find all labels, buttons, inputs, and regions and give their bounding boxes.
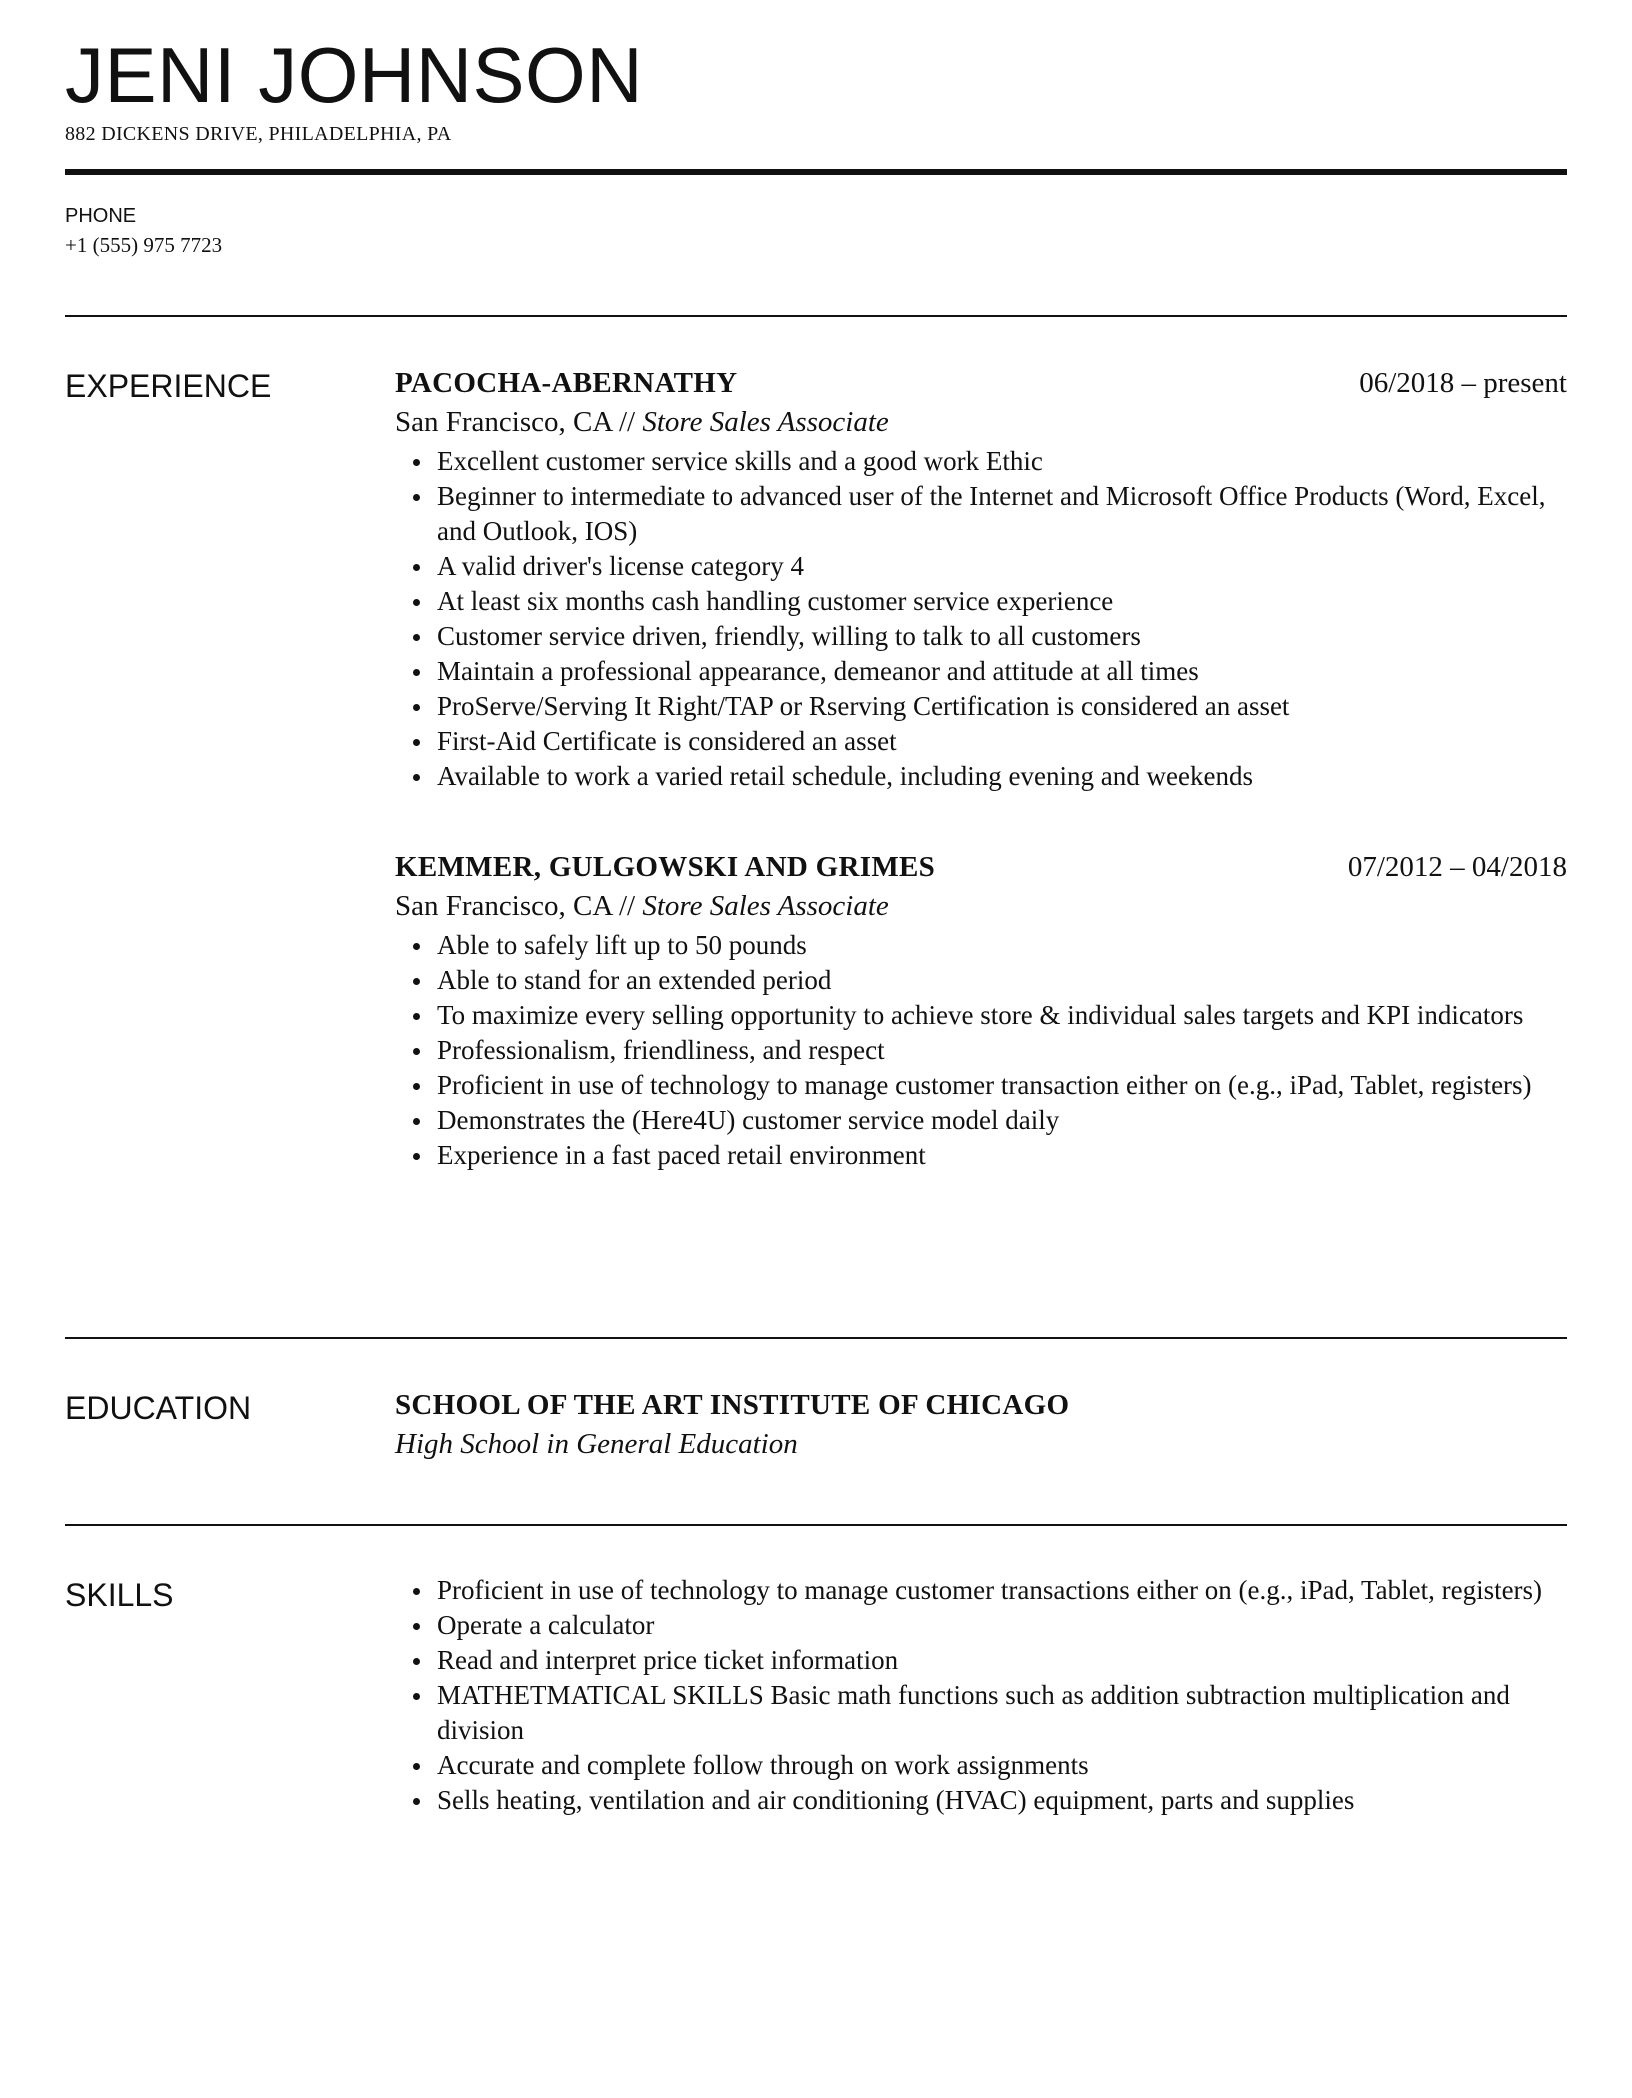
candidate-name: JENI JOHNSON <box>65 31 644 119</box>
skill-text: Proficient in use of technology to manage customer transactions either on (e.g., iPad, Tablet, registers) <box>437 1575 1543 1605</box>
skill-text: Accurate and complete follow through on work assignments <box>437 1750 1089 1780</box>
school-name: SCHOOL OF THE ART INSTITUTE OF CHICAGO <box>395 1389 1070 1421</box>
education-column <box>395 1386 1567 1464</box>
duty-text: To maximize every selling opportunity to achieve store & individual sales targets and KPI indicators <box>437 1000 1524 1030</box>
list-item <box>395 1783 1567 1818</box>
list-item <box>395 479 1567 549</box>
job-header <box>395 364 1567 402</box>
job-company: PACOCHA-ABERNATHY <box>395 367 738 399</box>
bullet-icon <box>413 669 420 676</box>
job-subtitle <box>395 886 1567 926</box>
job-subtitle <box>395 402 1567 442</box>
section-divider <box>65 1337 1567 1339</box>
bullet-icon <box>413 978 420 985</box>
bullet-icon <box>413 599 420 606</box>
duty-text: Able to safely lift up to 50 pounds <box>437 930 807 960</box>
phone-label: PHONE <box>65 205 137 227</box>
job-role: Store Sales Associate <box>642 406 889 438</box>
job-separator: // <box>611 890 643 922</box>
duty-text: Available to work a varied retail schedule, including evening and weekends <box>437 761 1253 791</box>
duty-text: Proficient in use of technology to manage customer transaction either on (e.g., iPad, Tablet, registers) <box>437 1070 1532 1100</box>
list-item <box>395 1068 1567 1103</box>
experience-heading: EXPERIENCE <box>65 368 272 404</box>
duty-text: Maintain a professional appearance, demeanor and attitude at all times <box>437 656 1199 686</box>
job-location: San Francisco, CA <box>395 890 612 922</box>
bullet-icon <box>413 1083 420 1090</box>
list-item <box>395 619 1567 654</box>
duty-text: At least six months cash handling customer service experience <box>437 586 1114 616</box>
bullet-icon <box>413 459 420 466</box>
list-item <box>395 1678 1567 1748</box>
duty-text: Demonstrates the (Here4U) customer service model daily <box>437 1105 1060 1135</box>
skill-text: Sells heating, ventilation and air conditioning (HVAC) equipment, parts and supplies <box>437 1785 1355 1815</box>
bullet-icon <box>413 634 420 641</box>
job-dates: 07/2012 – 04/2018 <box>1347 851 1567 883</box>
duty-text: ProServe/Serving It Right/TAP or Rserving Certification is considered an asset <box>437 691 1290 721</box>
experience-column <box>395 364 1567 1173</box>
duty-text: Professionalism, friendliness, and respect <box>437 1035 885 1065</box>
duty-text: Able to stand for an extended period <box>437 965 832 995</box>
duty-text: A valid driver's license category 4 <box>437 551 804 581</box>
bullet-icon <box>413 1763 420 1770</box>
list-item <box>395 584 1567 619</box>
bullet-icon <box>413 1118 420 1125</box>
bullet-icon <box>413 1623 420 1630</box>
section-divider <box>65 1524 1567 1526</box>
list-item <box>395 689 1567 724</box>
list-item <box>395 928 1567 963</box>
job-duties <box>395 444 1567 794</box>
duty-text: First-Aid Certificate is considered an asset <box>437 726 897 756</box>
list-item <box>395 759 1567 794</box>
header-divider <box>65 169 1567 175</box>
list-item <box>395 1573 1567 1608</box>
skill-text: Operate a calculator <box>437 1610 655 1640</box>
list-item <box>395 724 1567 759</box>
job-duties <box>395 928 1567 1173</box>
skills-list <box>395 1573 1567 1818</box>
phone-value: +1 (555) 975 7723 <box>65 233 223 257</box>
skills-heading: SKILLS <box>65 1577 174 1613</box>
bullet-icon <box>413 704 420 711</box>
bullet-icon <box>413 1048 420 1055</box>
candidate-address: 882 DICKENS DRIVE, PHILADELPHIA, PA <box>65 123 452 145</box>
duty-text: Experience in a fast paced retail environment <box>437 1140 926 1170</box>
list-item <box>395 1643 1567 1678</box>
bullet-icon <box>413 1153 420 1160</box>
bullet-icon <box>413 739 420 746</box>
list-item <box>395 1138 1567 1173</box>
bullet-icon <box>413 1013 420 1020</box>
education-heading: EDUCATION <box>65 1390 252 1426</box>
job-company: KEMMER, GULGOWSKI AND GRIMES <box>395 851 936 883</box>
duty-text: Customer service driven, friendly, willing to talk to all customers <box>437 621 1141 651</box>
bullet-icon <box>413 494 420 501</box>
bullet-icon <box>413 943 420 950</box>
job-entry <box>395 848 1567 1173</box>
list-item <box>395 963 1567 998</box>
job-location: San Francisco, CA <box>395 406 612 438</box>
list-item <box>395 1103 1567 1138</box>
bullet-icon <box>413 1588 420 1595</box>
bullet-icon <box>413 774 420 781</box>
bullet-icon <box>413 1693 420 1700</box>
list-item <box>395 654 1567 689</box>
list-item <box>395 1033 1567 1068</box>
section-divider <box>65 315 1567 317</box>
degree: High School in General Education <box>395 1428 798 1460</box>
skills-column <box>395 1573 1567 1818</box>
list-item <box>395 549 1567 584</box>
bullet-icon <box>413 1798 420 1805</box>
job-dates: 06/2018 – present <box>1359 367 1567 399</box>
job-entry <box>395 364 1567 794</box>
duty-text: Excellent customer service skills and a good work Ethic <box>437 446 1043 476</box>
duty-text: Beginner to intermediate to advanced user of the Internet and Microsoft Office Products (Word, Excel, and Outlook, IOS) <box>437 481 1546 546</box>
bullet-icon <box>413 1658 420 1665</box>
skill-text: Read and interpret price ticket information <box>437 1645 899 1675</box>
list-item <box>395 998 1567 1033</box>
list-item <box>395 1748 1567 1783</box>
list-item <box>395 1608 1567 1643</box>
list-item <box>395 444 1567 479</box>
skill-text: MATHETMATICAL SKILLS Basic math functions such as addition subtraction multiplication and division <box>437 1680 1510 1745</box>
job-header <box>395 848 1567 886</box>
job-role: Store Sales Associate <box>642 890 889 922</box>
bullet-icon <box>413 564 420 571</box>
job-separator: // <box>611 406 643 438</box>
